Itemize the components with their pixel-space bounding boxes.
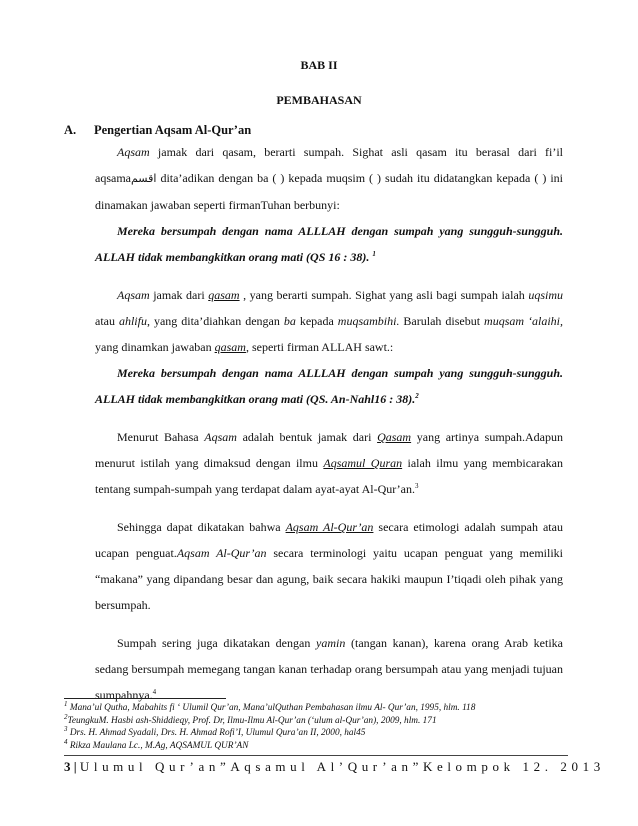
footnotes (64, 699, 584, 752)
footer-text: Ulumul Qur’an”Aqsamul Al’Qur’an”Kelompok 12. 2013 (79, 759, 605, 774)
quote-2 (95, 360, 563, 412)
text: Sumpah sering juga dikatakan dengan (117, 636, 317, 650)
section-number: A. (64, 123, 77, 137)
chapter-heading: BAB II (300, 58, 338, 72)
footnote-ref: 4 (152, 688, 157, 696)
term: muqsambihi. (337, 314, 400, 328)
footnote-2 (64, 712, 584, 728)
footnote-1 (64, 699, 584, 715)
text: ialah ilmu yang membicarakan tentang sumpah-sumpah yang terdapat dalam ayat-ayat Al-Qur’an. (95, 456, 564, 496)
term: yamin (316, 636, 346, 650)
text: secara etimologi adalah sumpah atau ucapan penguat. (95, 520, 563, 560)
footnote-number: 2 (64, 712, 68, 721)
text: Sehingga dapat dikatakan bahwa (117, 520, 286, 534)
footnote-text: TeungkuM. Hasbi ash-Shiddieqy, Prof. Dr, Ilmu-Ilmu Al-Qur’an (‘ulum al-Qur’an), 2009, hlm. 171 (67, 715, 437, 726)
footer-separator: | (70, 759, 80, 774)
footnote-number: 3 (64, 725, 68, 734)
paragraph-4 (95, 514, 563, 618)
paragraph-5 (95, 630, 563, 708)
text: yang artinya sumpah.Adapun menurut istilah yang dimaksud dengan ilmu (95, 430, 563, 470)
footnote-3 (64, 727, 584, 740)
term: qasam (208, 288, 240, 302)
chapter-subtitle: PEMBAHASAN (276, 93, 362, 107)
term: ahlifu (118, 314, 147, 328)
quote-text: Mereka bersumpah dengan nama ALLLAH dengan sumpah yang sungguh-sungguh. ALLAH tidak membangkitkan orang mati (QS 16 : 38). (95, 224, 563, 264)
text: yang dinamkan jawaban (95, 340, 215, 354)
section-title (64, 123, 251, 138)
text: (tangan kanan), karena orang Arab ketika sedang bersumpah memegang tangan kanan terhadap orang bersumpah atau yang menjadi tujuan sumpahnya. (95, 636, 563, 702)
footer-divider (64, 755, 568, 756)
text: Barulah disebut (399, 314, 485, 328)
term-aqsam: Aqsam (117, 145, 150, 159)
text: secara terminologi yaitu ucapan penguat yang memiliki “makana” yang dipandang besar dan agung, baik secara hakiki maupun I’tiqadi oleh pihak yang bersumpah. (95, 546, 564, 612)
paragraph-2 (95, 282, 563, 360)
quote-1 (95, 218, 563, 270)
footnote-ref: 2 (415, 392, 419, 400)
text: , seperti firman ALLAH sawt.: (245, 340, 394, 354)
footnote-text: Drs. H. Ahmad Syadali, Drs. H. Ahmad Rofi’I, Ulumul Qura’an II, 2000, hal45 (67, 728, 366, 739)
term: Aqsam (204, 430, 237, 444)
text: atau (95, 314, 119, 328)
footnote-number: 4 (64, 737, 68, 746)
term: Qasam (377, 430, 412, 444)
term: Aqsam (117, 288, 150, 302)
text: jamak dari qasam, berarti sumpah. Sighat asli qasam itu berasal dari fi’il aqsama (95, 145, 563, 185)
term: Aqsamul Quran (323, 456, 403, 470)
footnote-ref: 3 (415, 482, 419, 490)
footnote-text: Rikza Maulana Lc., M.Ag, AQSAMUL QUR’AN (67, 740, 249, 751)
body-text (95, 139, 563, 708)
term: Aqsam Al-Qur’an (176, 546, 267, 560)
term: muqsam ‘alaihi, (484, 314, 564, 328)
footnote-divider (64, 698, 226, 699)
text: kepada (295, 314, 338, 328)
footnote-4 (64, 737, 584, 753)
term: qasam (214, 340, 246, 354)
quote-text: Mereka bersumpah dengan nama ALLLAH dengan sumpah yang sungguh-sungguh. ALLAH tidak membangkitkan orang mati (QS. An-Nahl16 : 38). (95, 366, 563, 406)
section-title-text: Pengertian Aqsam Al-Qur’an (94, 123, 252, 137)
term: uqsimu (528, 288, 563, 302)
arabic-word: اقسم (130, 172, 157, 185)
footnote-number: 1 (64, 699, 68, 708)
footnote-ref: 1 (372, 250, 376, 258)
text: , yang dita’diahkan dengan (146, 314, 284, 328)
text: , yang berarti sumpah. Sighat yang asli bagi sumpah ialah (239, 288, 529, 302)
footnote-text: Mana’ul Qutha, Mabahits fi ‘ Ulumil Qur’an, Mana’ulQuthan Pembahasan ilmu Al- Qur’an, 1995, hlm. 118 (67, 703, 476, 713)
page-footer (64, 759, 605, 775)
text: adalah bentuk jamak dari (236, 430, 378, 444)
term: ba (283, 314, 296, 328)
page-number: 3 (64, 759, 71, 774)
term: Aqsam Al-Qur’an (285, 520, 374, 534)
text: jamak dari (149, 288, 209, 302)
paragraph-3 (95, 424, 563, 502)
paragraph-1 (95, 139, 563, 218)
text: dita’adikan dengan ba ( ) kepada muqsim ( ) sudah itu didatangkan kepada ( ) ini dinamakan jawaban seperti firmanTuhan berbunyi: (95, 171, 563, 212)
text: Menurut Bahasa (117, 430, 205, 444)
